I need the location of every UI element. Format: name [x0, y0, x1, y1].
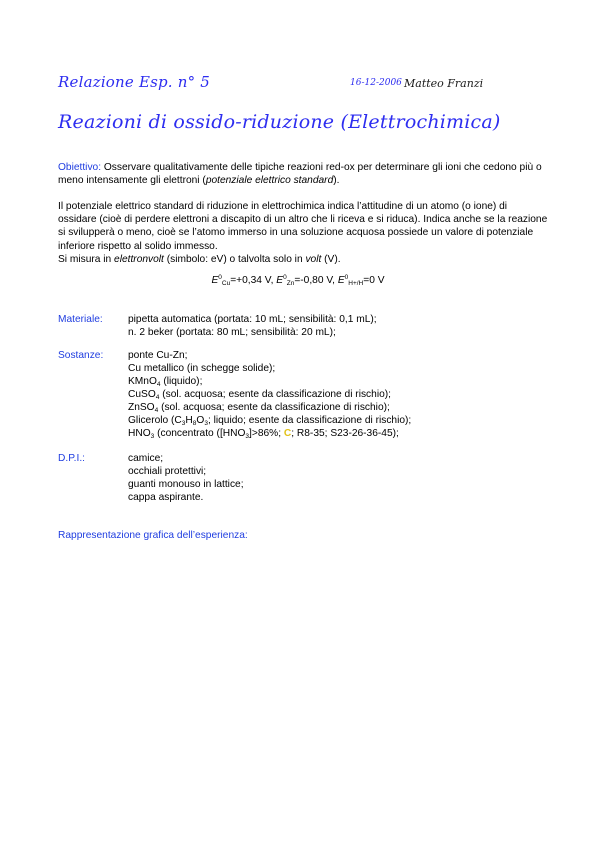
formula-sup: 0 — [283, 274, 287, 281]
hno3-text: HNO — [128, 428, 151, 439]
sostanze-label: Sostanze: — [58, 350, 104, 361]
formula-e: E — [337, 275, 345, 286]
page-title: Reazioni di ossido-riduzione (Elettrochimica) — [58, 111, 501, 133]
measure-text-1: Si misura in — [58, 253, 115, 265]
formula-e: E — [211, 275, 219, 286]
sostanze-item — [128, 427, 399, 440]
formula-zn-val: =-0,80 V, — [294, 275, 338, 286]
glicerolo-text: H — [185, 415, 193, 426]
materiale-item: pipetta automatica (portata: 10 mL; sensibilità: 0,1 mL); — [128, 314, 377, 325]
objective-emphasis: potenziale elettrico standard — [205, 175, 334, 187]
report-label: Relazione Esp. n° 5 — [58, 73, 211, 91]
formula-cu-val: =+0,34 V, — [230, 275, 277, 286]
graphic-section-label: Rappresentazione grafica dell’esperienza: — [58, 530, 248, 541]
objective-paragraph — [58, 161, 548, 187]
formula-e: E — [276, 275, 284, 286]
measure-unit-1: elettronvolt — [114, 253, 164, 265]
formula-sup: 0 — [218, 274, 222, 281]
glicerolo-sub: 3 — [204, 420, 208, 427]
objective-text-2: ). — [333, 175, 340, 187]
report-author: Matteo Franzi — [404, 77, 484, 90]
materiale-item: n. 2 beker (portata: 80 mL; sensibilità: 20 mL); — [128, 327, 336, 338]
cuso4-desc: (sol. acquosa; esente da classificazione di rischio); — [159, 389, 391, 400]
materiale-label: Materiale: — [58, 314, 103, 325]
dpi-item: cappa aspirante. — [128, 492, 204, 503]
kmno4-desc: (liquido); — [160, 376, 203, 387]
dpi-item: guanti monouso in lattice; — [128, 479, 244, 490]
dpi-item: camice; — [128, 453, 164, 464]
formula-h-val: =0 V — [363, 275, 385, 286]
objective-label: Obiettivo: — [58, 162, 102, 173]
intro-text: Il potenziale elettrico standard di riduzione in elettrochimica indica l’attitudine di un atomo (o ione) di ossidare (cioè di perdere elettroni a discapito di un altro che li riceva e si riduca). Indica anche se la reazione si svilupperà o meno, cioè se l’atomo immerso in una soluzione acquosa possiede un valore di potenziale inferiore rispetto al solido immesso. — [58, 201, 548, 252]
glicerolo-desc: ; liquido; esente da classificazione di rischio); — [207, 415, 412, 426]
hno3-text: ]>86%; — [249, 428, 284, 439]
glicerolo-text: Glicerolo (C — [128, 415, 182, 426]
formula-sup: 0 — [344, 274, 349, 281]
intro-paragraph — [58, 200, 548, 266]
znso4-desc: (sol. acquosa; esente da classificazione di rischio); — [158, 402, 390, 413]
measure-unit-2: volt — [305, 253, 322, 265]
sostanze-item — [128, 388, 391, 401]
report-date: 16-12-2006 — [350, 78, 402, 88]
cuso4-text: CuSO — [128, 389, 156, 400]
measure-text-2: (simbolo: eV) o talvolta solo in — [163, 253, 306, 265]
kmno4-sub: 4 — [156, 381, 161, 388]
hno3-text: (concentrato ([HNO — [154, 428, 246, 439]
formula-zn-sub: Zn — [286, 280, 295, 287]
kmno4-text: KMnO — [128, 376, 157, 387]
sostanze-item: Cu metallico (in schegge solide); — [128, 363, 276, 374]
sostanze-item — [128, 401, 390, 414]
znso4-text: ZnSO — [128, 402, 155, 413]
znso4-sub: 4 — [154, 407, 159, 414]
dpi-label: D.P.I.: — [58, 453, 85, 464]
sostanze-item — [128, 414, 411, 427]
sostanze-item: ponte Cu-Zn; — [128, 350, 188, 361]
measure-text-3: (V). — [321, 253, 341, 265]
corrosive-hazard-symbol: C — [283, 428, 292, 439]
formula-h-sub: H+/H — [348, 280, 364, 287]
hno3-sub: 3 — [245, 433, 250, 440]
sostanze-item — [128, 375, 202, 388]
formula-cu-sub: Cu — [221, 280, 231, 287]
glicerolo-sub: 3 — [181, 420, 186, 427]
dpi-item: occhiali protettivi; — [128, 466, 207, 477]
glicerolo-sub: 8 — [192, 420, 197, 427]
hno3-desc: ; R8-35; S23-26-36-45); — [291, 428, 399, 439]
objective-text-1: Osservare qualitativamente delle tipiche reazioni red-ox per determinare gli ioni che cedono più o meno intensamente gli elettroni ( — [58, 162, 542, 187]
glicerolo-text: O — [196, 415, 205, 426]
standard-potentials-formula — [0, 275, 596, 286]
cuso4-sub: 4 — [155, 394, 160, 401]
hno3-sub: 3 — [150, 433, 155, 440]
